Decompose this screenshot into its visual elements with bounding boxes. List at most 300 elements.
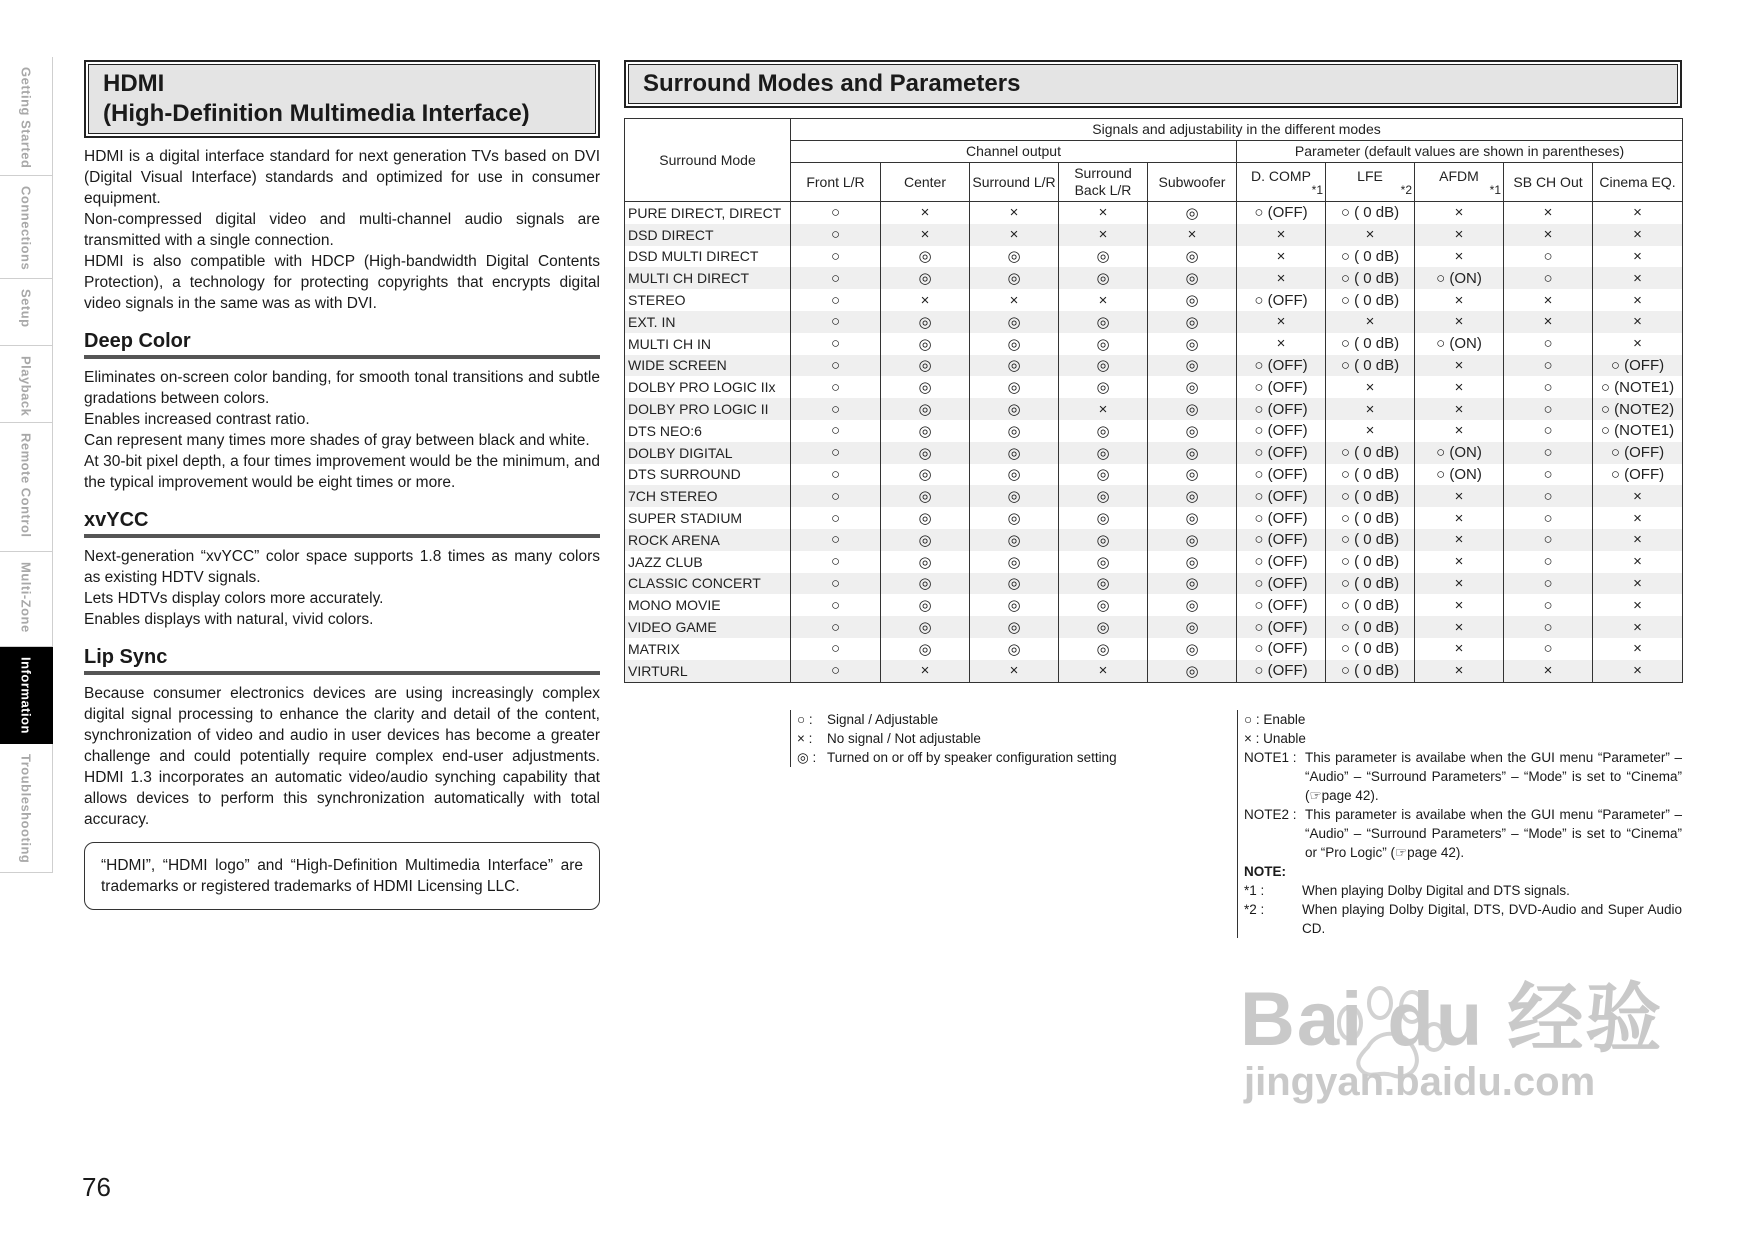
table-cell: × (1237, 246, 1326, 268)
table-cell: × (1326, 398, 1415, 420)
table-cell: ◎ (881, 594, 970, 616)
table-cell: × (1593, 267, 1683, 289)
table-cell: ◎ (970, 376, 1059, 398)
table-cell: × (1415, 485, 1504, 507)
table-cell: × (1593, 485, 1683, 507)
table-cell: × (1593, 289, 1683, 311)
column-header (1593, 163, 1683, 202)
table-cell: ○ (791, 289, 881, 311)
side-tab-getting-started[interactable] (0, 57, 53, 176)
table-cell: ○ ( 0 dB) (1326, 355, 1415, 377)
table-cell: × (1593, 551, 1683, 573)
table-cell: ◎ (1059, 442, 1148, 464)
table-cell: × (1415, 638, 1504, 660)
table-cell: ○ (OFF) (1237, 638, 1326, 660)
table-cell: ○ (791, 464, 881, 486)
table-cell: × (1059, 202, 1148, 224)
watermark-line2: jingyan.baidu.com (1244, 1060, 1596, 1104)
table-row (625, 660, 1683, 682)
paragraph: Non-compressed digital video and multi-channel audio signals are transmitted with a single connection. (84, 211, 600, 249)
table-cell: ○ ( 0 dB) (1326, 616, 1415, 638)
table-cell: ◎ (881, 246, 970, 268)
table-cell: ◎ (970, 398, 1059, 420)
table-cell: ◎ (1148, 638, 1237, 660)
table-cell: ○ (1504, 638, 1593, 660)
table-cell: × (1593, 224, 1683, 246)
table-cell: ○ ( 0 dB) (1326, 529, 1415, 551)
table-cell: ○ (791, 638, 881, 660)
table-cell: ○ (791, 442, 881, 464)
column-header (1059, 163, 1148, 202)
paragraph: Enables increased contrast ratio. (84, 411, 310, 428)
note-item-text: This parameter is availabe when the GUI menu “Parameter” – “Audio” – “Surround Parameters” – “Mode” is set to “Cinema” (☞page 42). (1305, 750, 1682, 803)
column-header-label: Surround L/R (972, 173, 1056, 190)
table-cell: × (1415, 507, 1504, 529)
table-cell: ○ (1504, 376, 1593, 398)
table-cell: ◎ (970, 507, 1059, 529)
table-cell: ○ (1504, 333, 1593, 355)
table-cell: ◎ (1148, 333, 1237, 355)
table-cell: × (1415, 660, 1504, 682)
table-cell: ◎ (1148, 442, 1237, 464)
table-cell: ◎ (1059, 311, 1148, 333)
note-item-key: NOTE1 : (1244, 750, 1297, 765)
paragraph: Because consumer electronics devices are using increasingly complex digital signal processing to enhance the clarity and detail of the content, synchronization of video and audio in user devices has become a greater challenge and could potentially require complex end-user adjustments. HDMI 1.3 incorporates an automatic video/audio synching capability that allows devices to perform this synchronization automatically with total accuracy. (84, 685, 600, 828)
table-cell: ◎ (881, 464, 970, 486)
table-cell: ○ (NOTE1) (1593, 376, 1683, 398)
table-cell: ○ (OFF) (1237, 507, 1326, 529)
table-cell: × (1593, 246, 1683, 268)
table-cell: ○ (OFF) (1237, 202, 1326, 224)
table-cell: × (1593, 333, 1683, 355)
side-tab-label: Playback (18, 356, 34, 417)
table-cell: ◎ (970, 333, 1059, 355)
table-cell: ○ (791, 246, 881, 268)
hdmi-title (88, 64, 596, 134)
side-tab-label: Information (18, 657, 34, 734)
table-cell: ◎ (1148, 464, 1237, 486)
side-tab-label: Remote Control (18, 433, 34, 538)
table-cell: × (1593, 202, 1683, 224)
table-cell: × (1415, 420, 1504, 442)
table-cell: × (1415, 202, 1504, 224)
side-tab-label: Getting Started (18, 67, 34, 169)
table-cell: ○ ( 0 dB) (1326, 464, 1415, 486)
table-cell: ○ (1504, 594, 1593, 616)
table-cell: ○ (ON) (1415, 464, 1504, 486)
table-cell: × (1237, 267, 1326, 289)
footnote-item (1244, 881, 1682, 900)
table-cell: ◎ (881, 529, 970, 551)
table-cell: ◎ (970, 246, 1059, 268)
column-footnote-marker: *2 (1400, 183, 1412, 197)
surround-mode-name: WIDE SCREEN (625, 355, 791, 377)
table-cell: ○ (OFF) (1237, 660, 1326, 682)
table-cell: ○ (791, 398, 881, 420)
table-row (625, 267, 1683, 289)
table-cell: ○ (1504, 507, 1593, 529)
table-cell: × (1059, 398, 1148, 420)
surround-mode-name: DTS SURROUND (625, 464, 791, 486)
table-row (625, 246, 1683, 268)
column-header-label: Subwoofer (1158, 173, 1226, 190)
legend-item (797, 729, 1227, 748)
column-header (881, 163, 970, 202)
table-cell: ◎ (970, 529, 1059, 551)
table-cell: ◎ (1148, 551, 1237, 573)
column-header (1148, 163, 1237, 202)
column-header-label: Surround Back L/R (1074, 165, 1132, 198)
note-item (1244, 748, 1682, 805)
table-cell: ◎ (970, 594, 1059, 616)
table-cell: ○ ( 0 dB) (1326, 267, 1415, 289)
table-row (625, 420, 1683, 442)
hdmi-title-line1: HDMI (103, 70, 165, 97)
table-cell: × (1593, 638, 1683, 660)
table-cell: ○ (OFF) (1237, 551, 1326, 573)
table-cell: ○ ( 0 dB) (1326, 551, 1415, 573)
table-row (625, 464, 1683, 486)
table-row (625, 333, 1683, 355)
footnote-item-text: When playing Dolby Digital, DTS, DVD-Audio and Super Audio CD. (1302, 902, 1682, 936)
table-cell: ◎ (1148, 376, 1237, 398)
note-item-key: NOTE2 : (1244, 807, 1297, 822)
surround-mode-name: MATRIX (625, 638, 791, 660)
baidu-watermark (1240, 977, 1664, 1104)
table-cell: ◎ (1148, 267, 1237, 289)
table-cell: × (881, 202, 970, 224)
table-cell: ◎ (1148, 398, 1237, 420)
table-cell: ◎ (970, 420, 1059, 442)
table-row (625, 551, 1683, 573)
table-row (625, 398, 1683, 420)
table-cell: × (1593, 507, 1683, 529)
side-tab-remote-control[interactable] (0, 423, 53, 552)
table-cell: ◎ (881, 376, 970, 398)
table-cell: × (1237, 311, 1326, 333)
table-cell: × (1237, 224, 1326, 246)
table-cell: ◎ (1148, 485, 1237, 507)
table-cell: ○ (NOTE2) (1593, 398, 1683, 420)
legend-symbol: × : (797, 731, 813, 746)
legend-symbol: ○ : (797, 712, 813, 727)
watermark-line1: Bai du 经验 (1240, 977, 1664, 1062)
table-cell: × (970, 289, 1059, 311)
paragraph: Enables displays with natural, vivid colors. (84, 611, 374, 628)
table-row (625, 202, 1683, 224)
surround-mode-name: DOLBY PRO LOGIC IIx (625, 376, 791, 398)
table-cell: ◎ (1059, 616, 1148, 638)
table-cell: ◎ (1059, 573, 1148, 595)
side-tab-troubleshooting[interactable] (0, 744, 53, 873)
side-tab-multi-zone[interactable] (0, 552, 53, 647)
table-cell: ○ ( 0 dB) (1326, 289, 1415, 311)
table-cell: ◎ (1059, 529, 1148, 551)
footnotes-list (1244, 881, 1682, 938)
table-cell: ○ (791, 485, 881, 507)
table-cell: ◎ (1148, 311, 1237, 333)
column-header-label: AFDM (1439, 168, 1479, 184)
table-cell: × (1415, 355, 1504, 377)
table-cell: ◎ (1059, 420, 1148, 442)
table-cell: ○ (1504, 464, 1593, 486)
table-cell: ○ ( 0 dB) (1326, 333, 1415, 355)
table-cell: ◎ (881, 616, 970, 638)
legend-item (797, 748, 1227, 767)
notes-legend (1237, 710, 1682, 938)
surround-title-box (624, 60, 1682, 108)
surround-mode-name: VIDEO GAME (625, 616, 791, 638)
table-cell: × (1593, 573, 1683, 595)
table-cell: ○ (1504, 420, 1593, 442)
table-cell: ○ (1504, 573, 1593, 595)
surround-mode-name: 7CH STEREO (625, 485, 791, 507)
legend-symbol: ◎ : (797, 750, 817, 765)
table-row (625, 224, 1683, 246)
table-cell: ○ (791, 660, 881, 682)
table-cell: ◎ (970, 485, 1059, 507)
table-cell: ◎ (881, 485, 970, 507)
signals-header: Signals and adjustability in the different modes (791, 119, 1683, 141)
table-cell: ◎ (881, 333, 970, 355)
table-cell: ○ (791, 355, 881, 377)
table-cell: ◎ (970, 267, 1059, 289)
table-cell: × (1059, 224, 1148, 246)
table-cell: ○ (791, 202, 881, 224)
table-cell: ○ (OFF) (1237, 464, 1326, 486)
table-row (625, 573, 1683, 595)
table-cell: × (1415, 224, 1504, 246)
side-tab-setup[interactable] (0, 279, 53, 346)
table-row (625, 355, 1683, 377)
surround-mode-name: EXT. IN (625, 311, 791, 333)
table-cell: ○ (OFF) (1237, 289, 1326, 311)
surround-mode-name: ROCK ARENA (625, 529, 791, 551)
surround-mode-name: MONO MOVIE (625, 594, 791, 616)
table-cell: ○ (OFF) (1593, 355, 1683, 377)
table-cell: ○ (OFF) (1237, 573, 1326, 595)
table-cell: ○ (OFF) (1237, 529, 1326, 551)
hdmi-title-box (84, 60, 600, 138)
table-cell: ◎ (1059, 267, 1148, 289)
table-cell: ◎ (1148, 529, 1237, 551)
hdmi-title-line2: (High-Definition Multimedia Interface) (103, 100, 530, 127)
table-cell: ○ (791, 529, 881, 551)
table-cell: × (1148, 224, 1237, 246)
table-cell: ○ (OFF) (1593, 464, 1683, 486)
table-row (625, 616, 1683, 638)
right-column (624, 60, 1682, 683)
table-cell: ◎ (1148, 420, 1237, 442)
paragraph: At 30-bit pixel depth, a four times improvement would be the minimum, and the typical improvement would be eight times or more. (84, 453, 600, 491)
table-body (625, 202, 1683, 683)
column-header (1237, 163, 1326, 202)
table-row (625, 529, 1683, 551)
table-cell: ○ (1504, 246, 1593, 268)
note-item-text: This parameter is availabe when the GUI menu “Parameter” – “Audio” – “Surround Parameters” – “Mode” is set to “Cinema” or “Pro Logic” (☞page 42). (1305, 807, 1682, 860)
note-heading: NOTE: (1244, 864, 1286, 879)
table-cell: ◎ (1059, 638, 1148, 660)
surround-modes-table (624, 118, 1683, 683)
table-cell: × (970, 202, 1059, 224)
table-cell: ○ (OFF) (1593, 442, 1683, 464)
side-tabs (0, 57, 53, 873)
paragraph: Eliminates on-screen color banding, for smooth tonal transitions and subtle gradations between colors. (84, 369, 600, 407)
table-cell: × (1326, 224, 1415, 246)
surround-mode-name: DTS NEO:6 (625, 420, 791, 442)
table-cell: × (881, 289, 970, 311)
table-cell: × (1504, 202, 1593, 224)
table-cell: × (1415, 311, 1504, 333)
table-cell: ◎ (1059, 485, 1148, 507)
table-cell: ○ ( 0 dB) (1326, 246, 1415, 268)
table-row (625, 638, 1683, 660)
surround-mode-name: MULTI CH IN (625, 333, 791, 355)
table-cell: ○ (791, 594, 881, 616)
table-cell: ◎ (881, 638, 970, 660)
surround-mode-name: MULTI CH DIRECT (625, 267, 791, 289)
side-tab-connections[interactable] (0, 176, 53, 279)
table-cell: ◎ (1059, 376, 1148, 398)
table-cell: ◎ (881, 573, 970, 595)
table-cell: × (1326, 420, 1415, 442)
table-cell: × (1415, 616, 1504, 638)
table-cell: ○ (791, 267, 881, 289)
table-cell: ○ (791, 311, 881, 333)
deep-color-heading: Deep Color (84, 330, 600, 359)
surround-mode-name: PURE DIRECT, DIRECT (625, 202, 791, 224)
table-cell: ○ (791, 573, 881, 595)
column-header-label: Center (903, 173, 947, 190)
table-cell: × (1415, 551, 1504, 573)
surround-mode-name: SUPER STADIUM (625, 507, 791, 529)
table-cell: ○ (NOTE1) (1593, 420, 1683, 442)
table-cell: ○ (1504, 616, 1593, 638)
table-cell: ◎ (881, 551, 970, 573)
column-header (791, 163, 881, 202)
table-cell: ◎ (1059, 246, 1148, 268)
table-cell: ○ ( 0 dB) (1326, 638, 1415, 660)
table-cell: ◎ (970, 355, 1059, 377)
table-cell: ○ (ON) (1415, 442, 1504, 464)
parameter-header: Parameter (default values are shown in parentheses) (1237, 141, 1683, 163)
lip-sync-heading: Lip Sync (84, 646, 600, 675)
footnote-item-key: *2 : (1244, 902, 1265, 917)
table-cell: × (1326, 376, 1415, 398)
table-cell: ○ (OFF) (1237, 485, 1326, 507)
column-header-label: Cinema EQ. (1599, 173, 1676, 190)
table-cell: ◎ (1148, 573, 1237, 595)
surround-mode-name: DOLBY PRO LOGIC II (625, 398, 791, 420)
table-cell: ○ ( 0 dB) (1326, 485, 1415, 507)
table-cell: ○ (OFF) (1237, 420, 1326, 442)
table-row (625, 442, 1683, 464)
notes-list (1244, 748, 1682, 862)
table-cell: ◎ (1059, 507, 1148, 529)
table-cell: ◎ (970, 551, 1059, 573)
page-number: 76 (82, 1172, 111, 1202)
table-cell: ○ (791, 376, 881, 398)
table-cell: ○ (791, 420, 881, 442)
column-header-label: SB CH Out (1513, 173, 1583, 190)
table-cell: ◎ (1148, 246, 1237, 268)
table-cell: ○ (OFF) (1237, 616, 1326, 638)
table-cell: ○ (1504, 551, 1593, 573)
surround-mode-name: DSD DIRECT (625, 224, 791, 246)
table-cell: × (1415, 376, 1504, 398)
column-header (1326, 163, 1415, 202)
table-cell: ◎ (970, 638, 1059, 660)
legend-text: Turned on or off by speaker configuration setting (827, 750, 1117, 765)
footnote-item-text: When playing Dolby Digital and DTS signals. (1302, 883, 1570, 898)
table-cell: × (1593, 594, 1683, 616)
table-cell: ○ (1504, 485, 1593, 507)
paragraph: Lets HDTVs display colors more accurately. (84, 590, 384, 607)
table-cell: ◎ (1059, 355, 1148, 377)
table-cell: ◎ (970, 442, 1059, 464)
hdmi-body (84, 146, 600, 314)
table-cell: ○ ( 0 dB) (1326, 442, 1415, 464)
table-cell: ◎ (1148, 289, 1237, 311)
paragraph: HDMI is a digital interface standard for next generation TVs based on DVI (Digital Visual Interface) standards and optimized for use in consumer equipment. (84, 148, 600, 207)
surround-mode-name: STEREO (625, 289, 791, 311)
table-cell: ○ ( 0 dB) (1326, 507, 1415, 529)
table-cell: ○ ( 0 dB) (1326, 202, 1415, 224)
enable-legend: ○ : Enable (1244, 712, 1306, 727)
paragraph: Next-generation “xvYCC” color space supports 1.8 times as many colors as existing HDTV signals. (84, 548, 600, 586)
table-cell: × (1237, 333, 1326, 355)
unable-legend: × : Unable (1244, 731, 1306, 746)
table-cell: ◎ (1148, 355, 1237, 377)
surround-mode-name: JAZZ CLUB (625, 551, 791, 573)
symbol-legend (790, 710, 1227, 767)
table-cell: ○ (ON) (1415, 267, 1504, 289)
table-cell: ◎ (1148, 660, 1237, 682)
table-cell: ◎ (881, 267, 970, 289)
table-row (625, 485, 1683, 507)
side-tab-information[interactable] (0, 647, 53, 744)
legend-text: No signal / Not adjustable (827, 731, 981, 746)
table-cell: ○ ( 0 dB) (1326, 660, 1415, 682)
table-cell: ○ (OFF) (1237, 355, 1326, 377)
table-cell: ○ ( 0 dB) (1326, 594, 1415, 616)
table-cell: ◎ (881, 398, 970, 420)
table-cell: ○ (1504, 398, 1593, 420)
table-cell: ○ (791, 507, 881, 529)
table-cell: × (1059, 660, 1148, 682)
side-tab-playback[interactable] (0, 346, 53, 423)
side-tab-label: Multi-Zone (18, 562, 34, 633)
table-cell: ○ (791, 224, 881, 246)
table-cell: ◎ (1059, 551, 1148, 573)
table-cell: ○ (OFF) (1237, 594, 1326, 616)
table-cell: ◎ (1059, 594, 1148, 616)
table-cell: ◎ (1148, 594, 1237, 616)
table-cell: × (1504, 224, 1593, 246)
side-tab-label: Connections (18, 186, 34, 271)
footnote-item (1244, 900, 1682, 938)
trademark-note: “HDMI”, “HDMI logo” and “High-Definition Multimedia Interface” are trademarks or registered trademarks of HDMI Licensing LLC. (84, 842, 600, 910)
column-header (1415, 163, 1504, 202)
side-tab-label: Troubleshooting (18, 754, 34, 864)
column-header (970, 163, 1059, 202)
surround-mode-header: Surround Mode (625, 119, 791, 202)
table-cell: × (1059, 289, 1148, 311)
table-cell: ◎ (970, 616, 1059, 638)
table-cell: ○ (1504, 442, 1593, 464)
table-cell: × (1504, 289, 1593, 311)
surround-mode-name: CLASSIC CONCERT (625, 573, 791, 595)
